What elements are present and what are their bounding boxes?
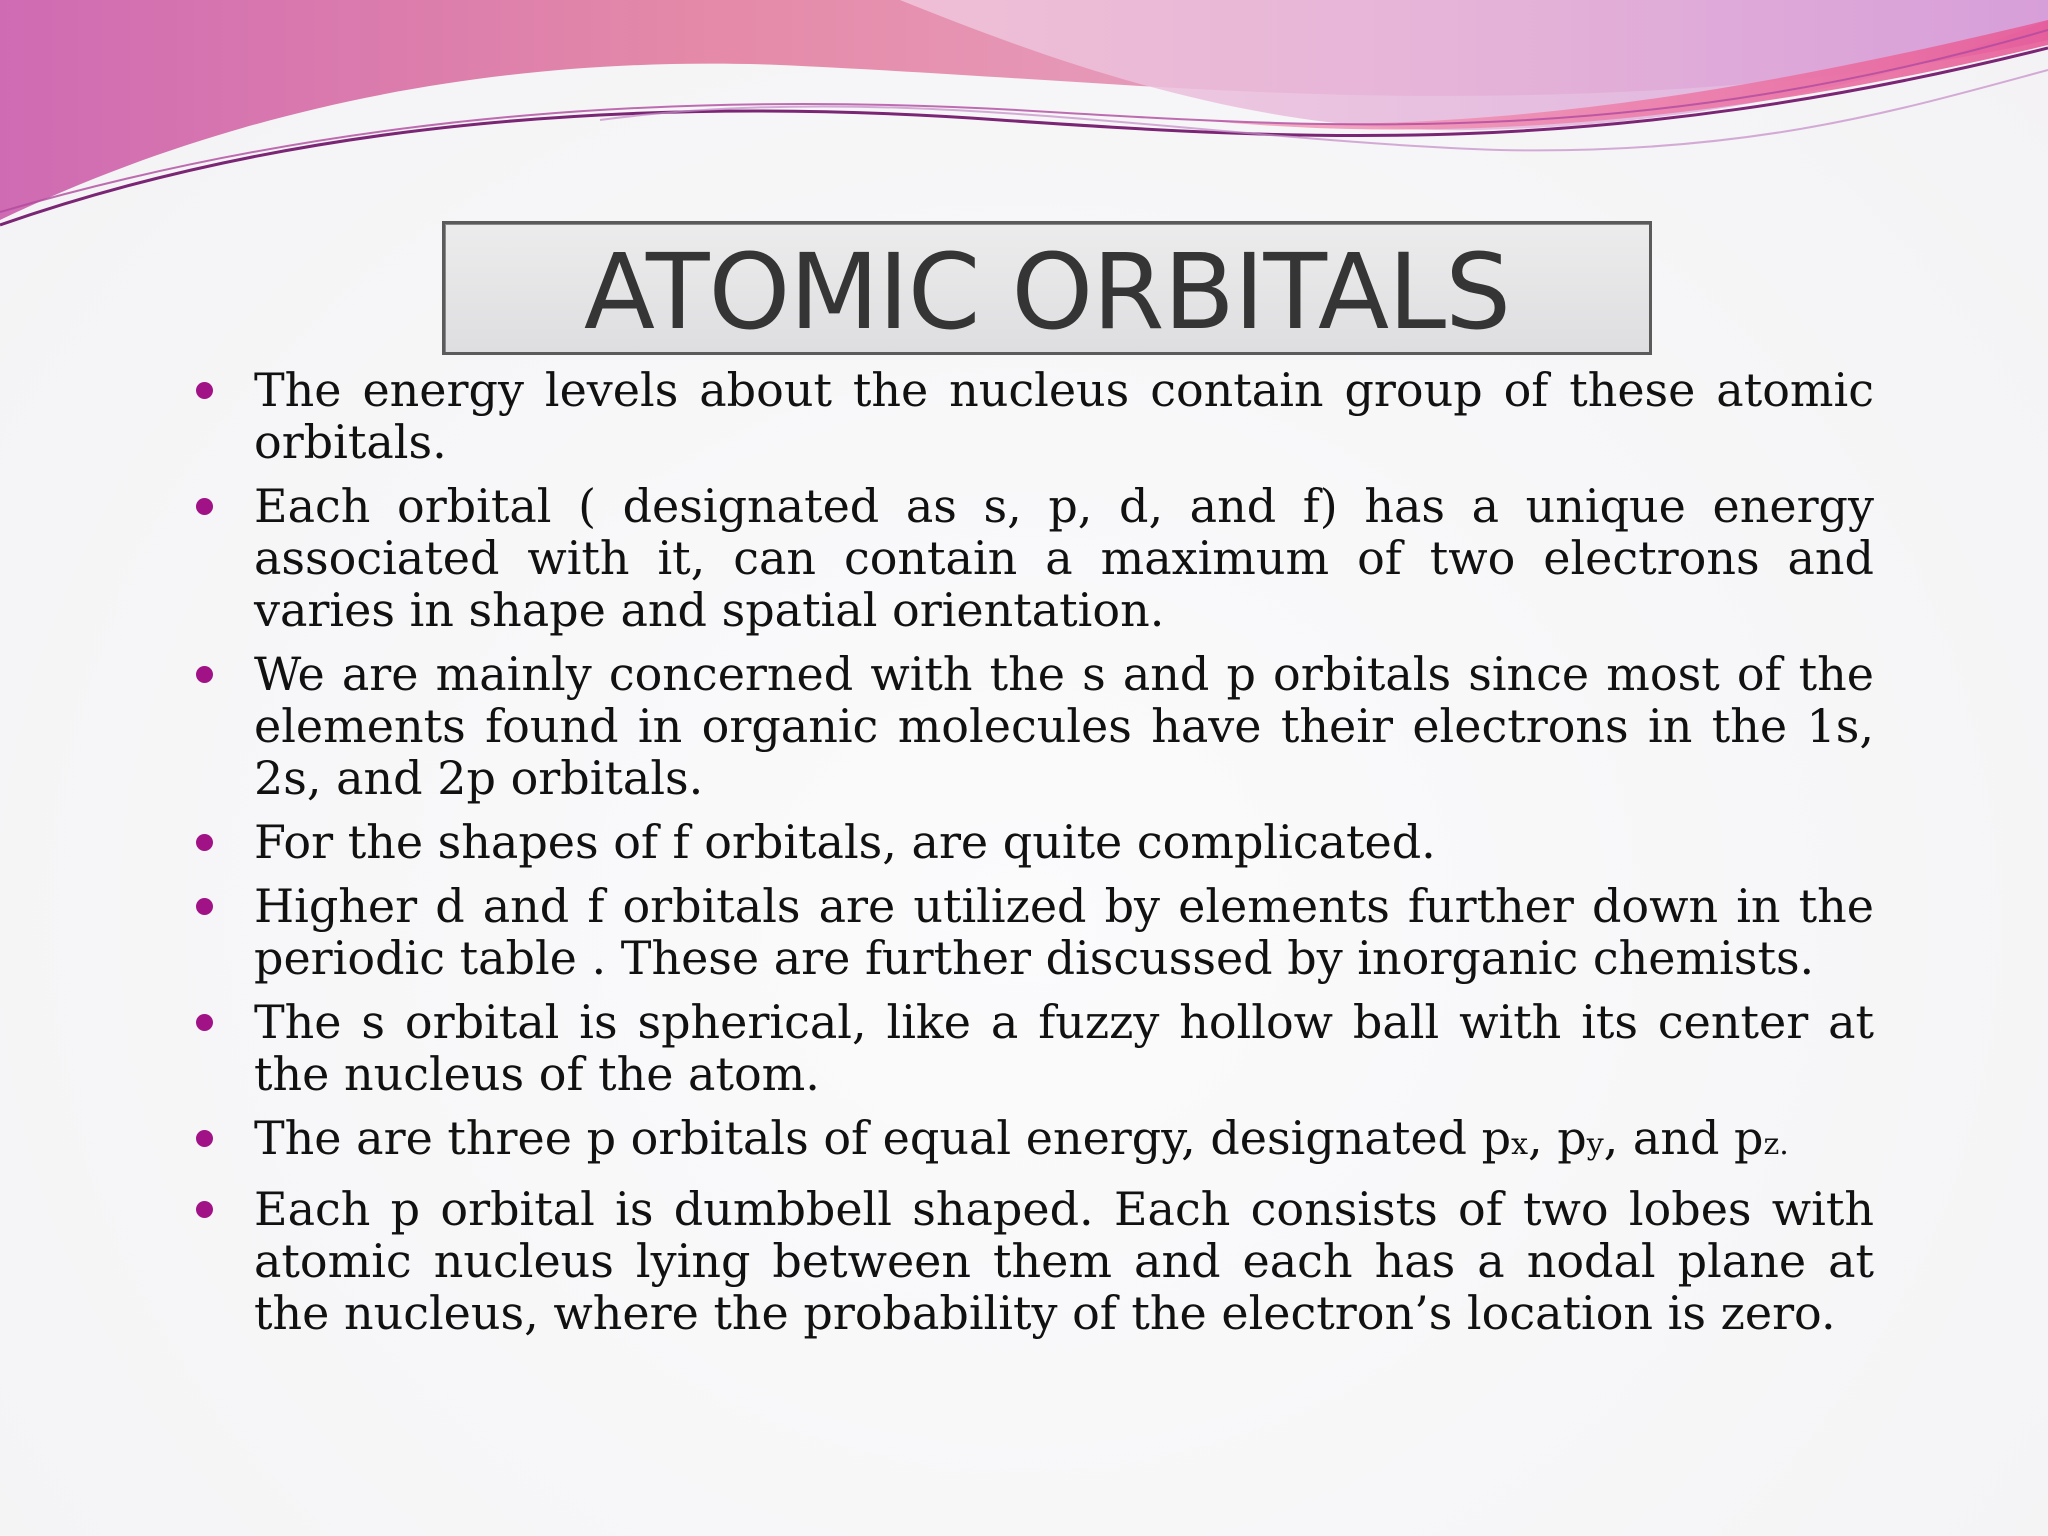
bullet-dot-icon bbox=[196, 1201, 213, 1218]
bullet-text-p-orbitals bbox=[254, 1112, 1874, 1171]
bullet-dot-icon bbox=[196, 382, 213, 399]
bullet-item bbox=[196, 648, 1874, 804]
bullet-dot-icon bbox=[196, 1014, 213, 1031]
bullet-list bbox=[196, 364, 1874, 1351]
bullet-text: The energy levels about the nucleus contain group of these atomic orbitals. bbox=[254, 363, 1874, 469]
title-box bbox=[442, 221, 1652, 355]
bullet-text: The s orbital is spherical, like a fuzzy hollow ball with its center at the nucleus of the atom. bbox=[254, 995, 1874, 1101]
bullet-text-part: The are three p orbitals of equal energy, designated p bbox=[254, 1111, 1512, 1165]
bullet-dot-icon bbox=[196, 498, 213, 515]
bullet-dot-icon bbox=[196, 1130, 213, 1147]
bullet-item bbox=[196, 880, 1874, 984]
bullet-text: Each orbital ( designated as s, p, d, and f) has a unique energy associated with it, can contain a maximum of two electrons and varies in shape and spatial orientation. bbox=[254, 479, 1874, 637]
bullet-dot-icon bbox=[196, 666, 213, 683]
bullet-dot-icon bbox=[196, 834, 213, 851]
bullet-text-part: , p bbox=[1528, 1111, 1587, 1165]
bullet-dot-icon bbox=[196, 898, 213, 915]
subscript-x: x bbox=[1511, 1127, 1528, 1162]
bullet-text: Each p orbital is dumbbell shaped. Each consists of two lobes with atomic nucleus lying between them and each has a nodal plane at the nucleus, where the probability of the electron’s location is zero. bbox=[254, 1182, 1874, 1340]
bullet-item bbox=[196, 816, 1874, 868]
subscript-y: y bbox=[1586, 1127, 1604, 1162]
bullet-item bbox=[196, 480, 1874, 636]
bullet-item bbox=[196, 1112, 1874, 1171]
bullet-text-part: , and p bbox=[1603, 1111, 1764, 1165]
bullet-text: Higher d and f orbitals are utilized by elements further down in the periodic table . These are further discussed by inorganic chemists. bbox=[254, 879, 1874, 985]
slide-title: ATOMIC ORBITALS bbox=[583, 231, 1511, 353]
bullet-text: For the shapes of f orbitals, are quite complicated. bbox=[254, 815, 1436, 869]
bullet-item bbox=[196, 1183, 1874, 1339]
bullet-item bbox=[196, 996, 1874, 1100]
bullet-text: We are mainly concerned with the s and p orbitals since most of the elements found in organic molecules have their electrons in the 1s, 2s, and 2p orbitals. bbox=[254, 647, 1874, 805]
bullet-item bbox=[196, 364, 1874, 468]
subscript-z: z. bbox=[1763, 1127, 1789, 1162]
header-wave-decoration bbox=[0, 0, 2048, 240]
